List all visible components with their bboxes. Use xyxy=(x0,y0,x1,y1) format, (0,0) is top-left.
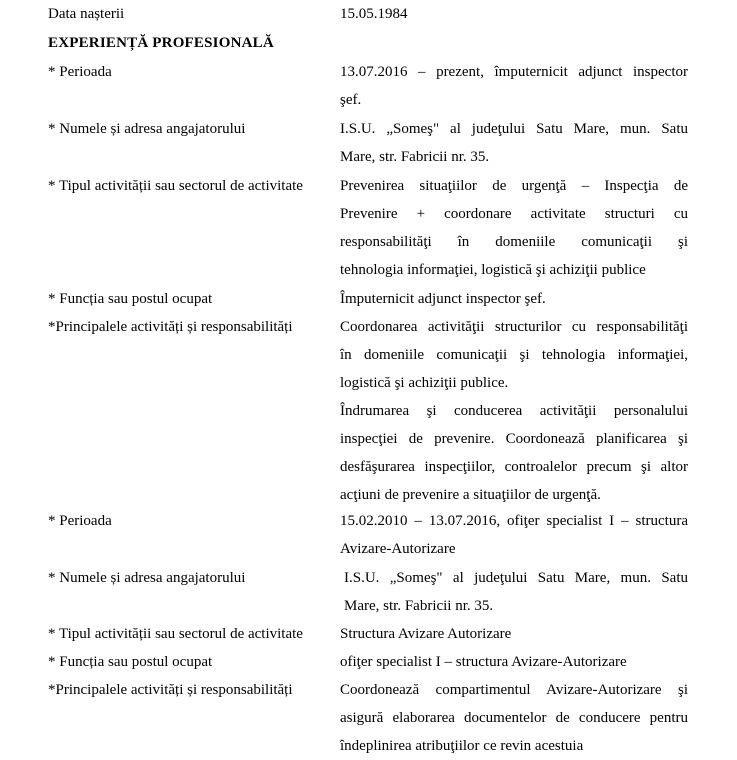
position-line: ofiţer specialist I – structura Avizare-Autorizare xyxy=(340,654,627,670)
duties-value xyxy=(340,676,688,760)
employer-value xyxy=(340,115,688,171)
position-value xyxy=(340,285,688,313)
period-label: * Perioada xyxy=(48,64,112,80)
duties-value xyxy=(340,313,688,509)
sector-line: tehnologia informaţiei, logistică şi achiziţii publice xyxy=(340,262,646,278)
position-line: Împuternicit adjunct inspector şef. xyxy=(340,291,546,307)
period-line: 15.02.2010 – 13.07.2016, ofiţer specialist I – structura xyxy=(340,513,688,529)
period-line: şef. xyxy=(340,92,362,108)
sector-label: * Tipul activității sau sectorul de activitate xyxy=(48,178,303,194)
birth-date-value xyxy=(340,0,688,28)
period-label: * Perioada xyxy=(48,513,112,529)
duties-line: acţiuni de prevenire a situaţiilor de urgenţă. xyxy=(340,487,601,503)
section-heading: EXPERIENȚĂ PROFESIONALĂ xyxy=(48,35,274,51)
duties-line: Coordonarea activităţii structurilor cu responsabilităţi xyxy=(340,319,688,335)
employer-line: Mare, str. Fabricii nr. 35. xyxy=(344,598,494,614)
employer-label: * Numele și adresa angajatorului xyxy=(48,570,246,586)
period-value xyxy=(340,507,688,563)
employer-line: I.S.U. „Someş" al judeţului Satu Mare, mun. Satu xyxy=(344,570,688,586)
sector-value xyxy=(340,620,688,648)
period-line: Avizare-Autorizare xyxy=(340,541,456,557)
position-label: * Funcția sau postul ocupat xyxy=(48,654,213,670)
sector-value xyxy=(340,172,688,284)
duties-line: în domeniile comunicaţii şi tehnologia informaţiei, xyxy=(340,347,688,363)
duties-label: *Principalele activități și responsabilități xyxy=(48,319,293,335)
employer-value xyxy=(344,564,688,620)
position-value xyxy=(340,648,688,676)
duties-line: Îndrumarea şi conducerea activităţii personalului xyxy=(340,403,688,419)
duties-line: îndeplinirea atribuţiilor ce revin acestuia xyxy=(340,738,584,754)
employer-line: I.S.U. „Someş" al judeţului Satu Mare, mun. Satu xyxy=(340,121,688,137)
period-value xyxy=(340,58,688,114)
sector-line: responsabilităţi în domeniile comunicaţii şi xyxy=(340,234,688,250)
birth-date-label: Data nașterii xyxy=(48,6,125,22)
duties-line: inspecţiei de prevenire. Coordonează planificarea şi xyxy=(340,431,688,447)
position-label: * Funcția sau postul ocupat xyxy=(48,291,213,307)
birth-date-text: 15.05.1984 xyxy=(340,6,408,22)
employer-line: Mare, str. Fabricii nr. 35. xyxy=(340,149,490,165)
employer-label: * Numele și adresa angajatorului xyxy=(48,121,246,137)
duties-line: Coordonează compartimentul Avizare-Autorizare şi xyxy=(340,682,688,698)
duties-line: asigură elaborarea documentelor de conducere pentru xyxy=(340,710,688,726)
sector-line: Prevenire + coordonare activitate structuri cu xyxy=(340,206,688,222)
duties-label: *Principalele activități și responsabilități xyxy=(48,682,293,698)
sector-label: * Tipul activității sau sectorul de activitate xyxy=(48,626,303,642)
period-line: 13.07.2016 – prezent, împuternicit adjunct inspector xyxy=(340,64,688,80)
duties-line: desfăşurarea inspecţiilor, controalelor precum şi altor xyxy=(340,459,688,475)
sector-line: Prevenirea situaţiilor de urgenţă – Inspecţia de xyxy=(340,178,688,194)
sector-line: Structura Avizare Autorizare xyxy=(340,626,512,642)
duties-line: logistică şi achiziţii publice. xyxy=(340,375,509,391)
